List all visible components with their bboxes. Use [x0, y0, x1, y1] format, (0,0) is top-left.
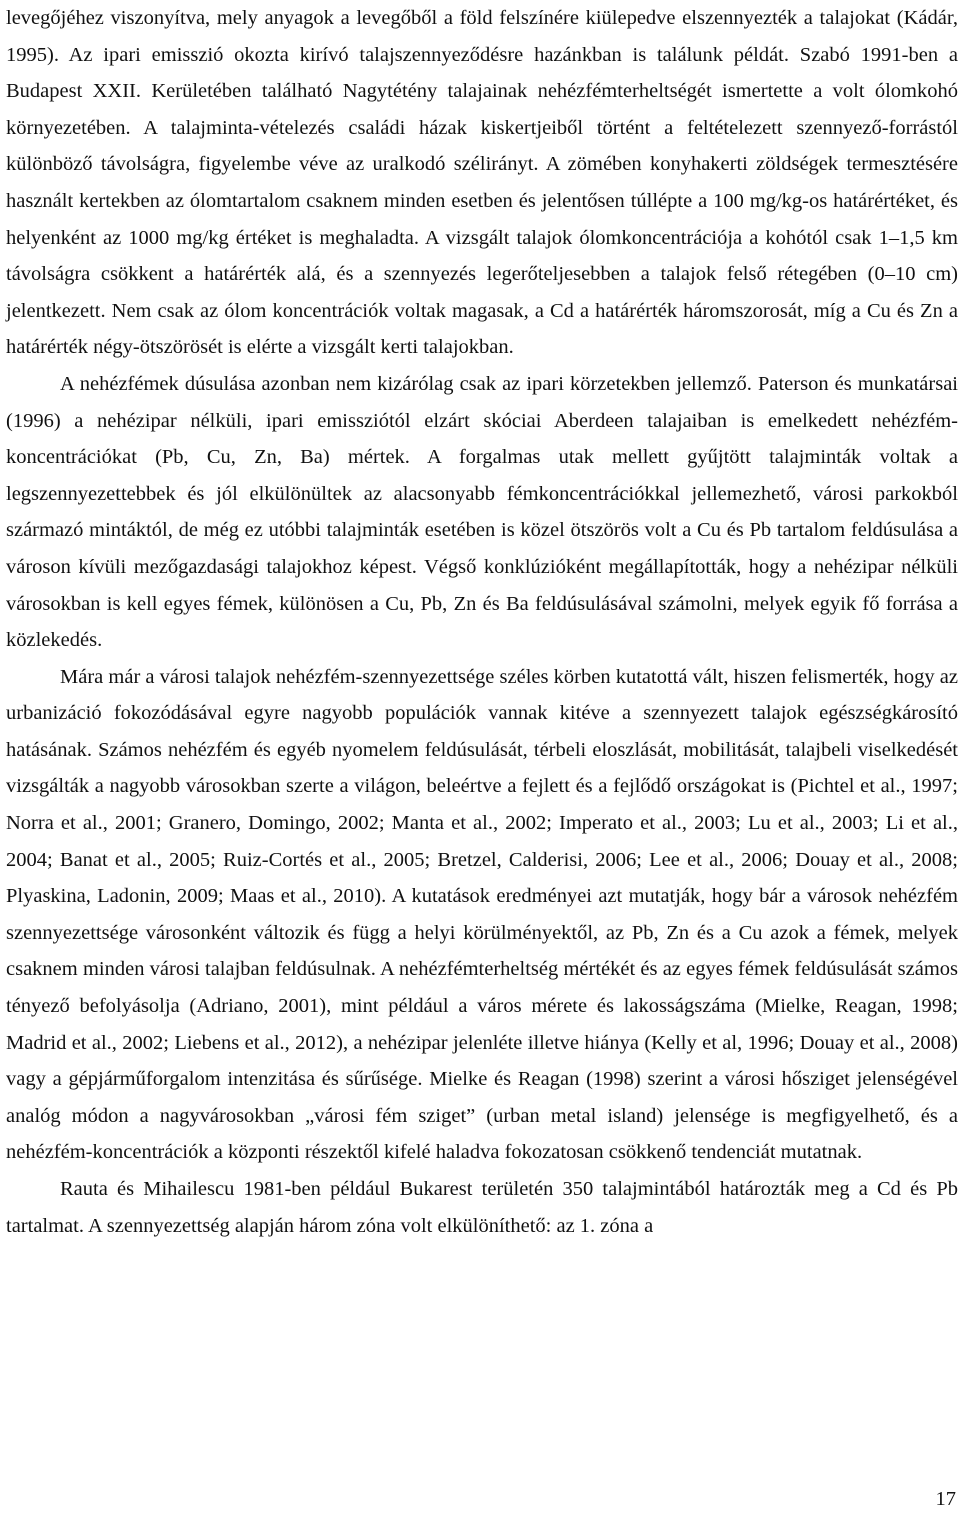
paragraph-urban-soils-research: Mára már a városi talajok nehézfém-szennyezettsége széles körben kutatottá vált, hiszen felismerték, hogy az urbanizáció fokozódásával egyre nagyobb populációk vannak kitéve a szennyezett talajok egészségkárosító hatásának. Számos nehézfém és egyéb nyomelem feldúsulását, térbeli eloszlását, mobilitását, talajbeli viselkedését vizsgálták a nagyobb városokban szerte a világon, beleértve a fejlett és a fejlődő országokat is (Pichtel et al., 1997; Norra et al., 2001; Granero, Domingo, 2002; Manta et al., 2002; Imperato et al., 2003; Lu et al., 2003; Li et al., 2004; Banat et al., 2005; Ruiz-Cortés et al., 2005; Bretzel, Calderisi, 2006; Lee et al., 2006; Douay et al., 2008; Plyaskina, Ladonin, 2009; Maas et al., 2010). A kutatások eredményei azt mutatják, hogy bár a városok nehézfém szennyezettsége városonként változik és függ a helyi körülményektől, az Pb, Zn és a Cu azok a fémek, melyek csaknem minden városi talajban feldúsulnak. A nehézfémterheltség mértékét és az egyes fémek feldúsulását számos tényező befolyásolja (Adriano, 2001), mint például a város mérete és lakosságszáma (Mielke, Reagan, 1998; Madrid et al., 2002; Liebens et al., 2012), a nehézipar jelenléte illetve hiánya (Kelly et al, 1996; Douay et al., 2008) vagy a gépjárműforgalom intenzitása és sűrűsége. Mielke és Reagan (1998) szerint a városi hősziget jelenségével analóg módon a nagyvárosokban „városi fém sziget” (urban metal island) jelensége is megfigyelhető, és a nehézfém-koncentrációk a központi részektől kifelé haladva fokozatosan csökkenő tendenciát mutatnak. — [6, 665, 958, 1164]
page-number: 17 — [935, 1488, 956, 1510]
paragraph-heavy-metal-nagyteteny: levegőjéhez viszonyítva, mely anyagok a levegőből a föld felszínére kiülepedve elszennyezték a talajokat (Kádár, 1995). Az ipari emisszió okozta kirívó talajszennyeződésre hazánkban is találunk példát. Szabó 1991-ben a Budapest XXII. Kerületében található Nagytétény talajainak nehézfémterheltségét ismertette a volt ólomkohó környezetében. A talajminta-vételezés családi házak kiskertjeiből történt a feltételezett szennyező-forrástól különböző távolságra, figyelembe véve az uralkodó szélirányt. A zömében konyhakerti zöldségek termesztésére használt kertekben az ólomtartalom csaknem minden esetben és jelentősen túllépte a 100 mg/kg-os határértéket, és helyenként az 1000 mg/kg értéket is meghaladta. A vizsgált talajok ólomkoncentrációja a kohótól csak 1–1,5 km távolságra csökkent a határérték alá, és a szennyezés legerőteljesebben a talajok felső rétegében (0–10 cm) jelentkezett. Nem csak az ólom koncentrációk voltak magasak, a Cd a határérték háromszorosát, míg a Cu és Zn a határérték négy-ötszörösét is elérte a vizsgált kerti talajokban. — [6, 7, 958, 359]
paragraph-aberdeen-study: A nehézfémek dúsulása azonban nem kizárólag csak az ipari körzetekben jellemző. Paterson és munkatársai (1996) a nehézipar nélküli, ipari emissziótól elzárt skóciai Aberdeen talajaiban is emelkedett nehézfém-koncentrációkat (Pb, Cu, Zn, Ba) mértek. A forgalmas utak mellett gyűjtött talajminták voltak a legszennyezettebbek és jól elkülönültek az alacsonyabb fémkoncentrációkkal jellemezhető, városi parkokból származó mintáktól, de még ez utóbbi talajminták esetében is közel ötszörös volt a Cu és Pb tartalom feldúsulása a városon kívüli mezőgazdasági talajokhoz képest. Végső konklúzióként megállapították, hogy a nehézipar nélküli városokban is kell egyes fémek, különösen a Cu, Pb, Zn és Ba feldúsulásával számolni, melyek egyik fő forrása a közlekedés. — [6, 372, 958, 652]
paragraph-bucharest-study: Rauta és Mihailescu 1981-ben például Bukarest területén 350 talajmintából határozták meg a Cd és Pb tartalmat. A szennyezettség alapján három zóna volt elkülöníthető: az 1. zóna a — [6, 1178, 958, 1237]
document-page — [6, 0, 958, 1516]
